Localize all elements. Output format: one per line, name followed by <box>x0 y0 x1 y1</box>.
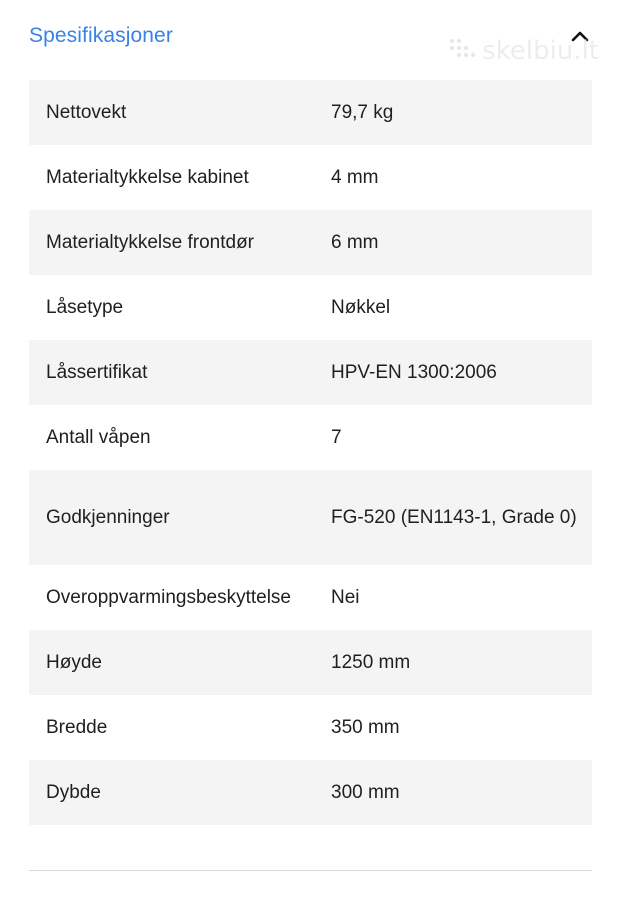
spec-value: Nøkkel <box>331 297 391 318</box>
spec-row-cabinet-thickness <box>29 145 592 210</box>
spec-row-lock-certificate <box>29 340 592 405</box>
spec-value: 300 mm <box>331 782 400 803</box>
spec-value: Nei <box>331 587 360 608</box>
spec-value: 1250 mm <box>331 652 411 673</box>
spec-row-door-thickness <box>29 210 592 275</box>
section-divider <box>29 870 592 871</box>
spec-label: Høyde <box>46 651 102 673</box>
watermark-text: skelbiu.lt <box>482 36 599 66</box>
spec-value: 4 mm <box>331 167 379 188</box>
spec-row-net-weight <box>29 80 592 145</box>
spec-label: Nettovekt <box>46 101 127 123</box>
chevron-up-icon[interactable] <box>568 24 592 48</box>
spec-label: Dybde <box>46 781 101 803</box>
spec-label: Låssertifikat <box>46 361 148 383</box>
spec-label: Låsetype <box>46 296 124 318</box>
specifications-table <box>29 80 592 825</box>
spec-value: 6 mm <box>331 232 379 253</box>
spec-label: Materialtykkelse frontdør <box>46 231 255 253</box>
spec-value: 79,7 kg <box>331 102 394 123</box>
spec-value: 350 mm <box>331 717 400 738</box>
spec-row-depth <box>29 760 592 825</box>
spec-label: Antall våpen <box>46 426 151 448</box>
spec-value: 7 <box>331 427 342 448</box>
specifications-accordion-header[interactable] <box>29 16 592 56</box>
spec-row-overheat-protection <box>29 565 592 630</box>
spec-label: Godkjenninger <box>46 506 170 528</box>
spec-label: Materialtykkelse kabinet <box>46 166 249 188</box>
section-title: Spesifikasjoner <box>29 24 173 47</box>
spec-row-weapon-count <box>29 405 592 470</box>
spec-row-lock-type <box>29 275 592 340</box>
spec-label: Overoppvarmingsbeskyttelse <box>46 586 291 608</box>
spec-value: FG-520 (EN1143-1, Grade 0) <box>331 507 577 528</box>
spec-row-width <box>29 695 592 760</box>
spec-row-height <box>29 630 592 695</box>
spec-label: Bredde <box>46 716 108 738</box>
spec-row-approvals <box>29 470 592 565</box>
spec-value: HPV-EN 1300:2006 <box>331 362 497 383</box>
